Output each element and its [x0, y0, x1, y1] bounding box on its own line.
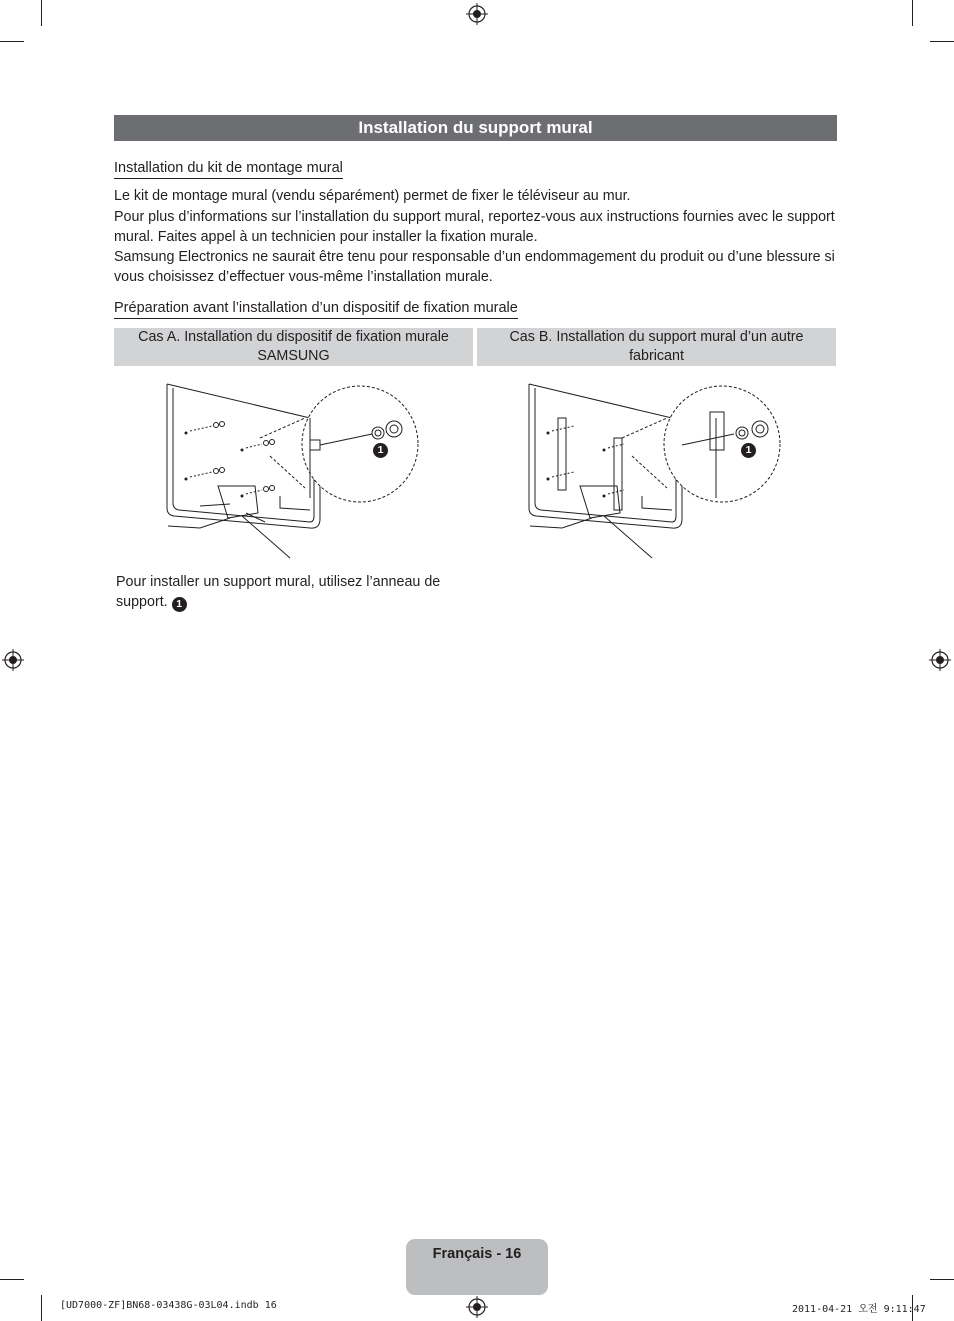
crop-mark — [0, 1279, 24, 1280]
kit-paragraph: Le kit de montage mural (vendu séparément) permet de fixer le téléviseur au mur. — [114, 188, 631, 204]
case-a-label: Cas A. Installation du dispositif de fixation murale SAMSUNG — [138, 329, 449, 364]
kit-heading: Installation du kit de montage mural — [114, 159, 343, 179]
registration-mark-icon — [466, 3, 488, 25]
page-number: Français - 16 — [432, 1246, 522, 1262]
file-slug: [UD7000-ZF]BN68-03438G-03L04.indb 16 — [60, 1300, 277, 1311]
case-a-box — [114, 328, 473, 366]
registration-mark-icon — [929, 649, 951, 671]
crop-mark — [41, 0, 42, 26]
crop-mark — [930, 41, 954, 42]
prep-heading: Préparation avant l’installation d’un dispositif de fixation murale — [114, 299, 518, 319]
case-b-label: Cas B. Installation du support mural d’un autre fabricant — [509, 329, 804, 364]
date-slug: 2011-04-21 오전 9:11:47 — [792, 1304, 926, 1315]
callout-number: 1 — [741, 443, 756, 458]
crop-mark — [930, 1279, 954, 1280]
registration-mark-icon — [466, 1296, 488, 1318]
registration-mark-icon — [2, 649, 24, 671]
crop-mark — [41, 1295, 42, 1321]
kit-paragraph: Pour plus d’informations sur l’installation du support mural, reportez-vous aux instructions fournies avec le support mural. Faites appel à un technicien pour installer la fixation murale. — [114, 209, 835, 245]
case-b-tv-illustration — [522, 378, 782, 563]
case-a-tv-illustration — [160, 378, 420, 563]
caption-number: 1 — [172, 597, 187, 612]
case-b-box — [477, 328, 836, 366]
caption-text: Pour installer un support mural, utilisez l’anneau de support. — [116, 574, 441, 610]
section-title: Installation du support mural — [114, 115, 837, 141]
callout-number: 1 — [373, 443, 388, 458]
kit-paragraph: Samsung Electronics ne saurait être tenu pour responsable d’un endommagement du produit ou d’une blessure si vous choisissez d’effectuer vous-même l’installation murale. — [114, 249, 835, 285]
crop-mark — [0, 41, 24, 42]
caption — [116, 572, 466, 612]
crop-mark — [912, 0, 913, 26]
